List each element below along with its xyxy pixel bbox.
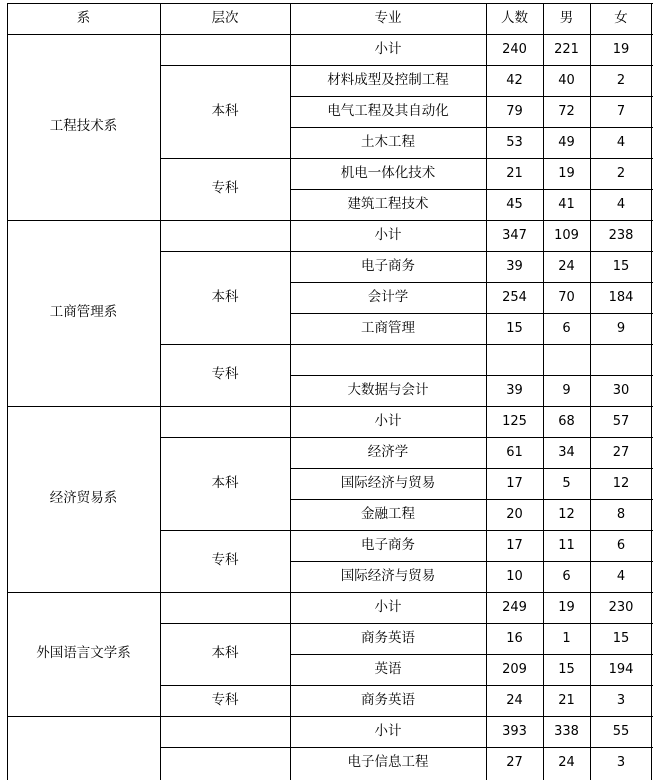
female-cell: 184 — [608, 290, 634, 305]
total-cell: 240 — [502, 42, 527, 57]
grid-line — [290, 406, 653, 407]
enrollment-table — [7, 3, 652, 771]
grid-line — [290, 654, 653, 655]
grid-line — [290, 313, 653, 314]
total-cell: 125 — [502, 414, 527, 429]
major-cell: 小计 — [374, 40, 402, 57]
total-cell: 27 — [506, 755, 523, 770]
total-cell: 254 — [502, 290, 527, 305]
male-cell: 1 — [562, 631, 571, 646]
grid-line — [290, 3, 291, 780]
major-cell: 金融工程 — [361, 505, 415, 522]
total-cell: 209 — [502, 662, 527, 677]
major-cell: 材料成型及控制工程 — [327, 71, 449, 88]
male-cell: 12 — [558, 507, 575, 522]
total-cell: 17 — [506, 538, 523, 553]
dept-cell: 工商管理系 — [49, 304, 118, 321]
female-cell: 27 — [612, 445, 630, 460]
level-cell: 专科 — [211, 180, 239, 197]
total-cell: 393 — [502, 724, 527, 739]
major-cell: 建筑工程技术 — [347, 195, 429, 212]
major-cell: 商务英语 — [361, 629, 415, 646]
total-cell: 39 — [506, 383, 523, 398]
level-cell: 专科 — [211, 366, 239, 383]
grid-line — [290, 747, 653, 748]
major-cell: 电气工程及其自动化 — [327, 102, 449, 119]
male-cell: 6 — [562, 321, 571, 336]
grid-line — [290, 189, 653, 190]
level-cell: 本科 — [211, 102, 239, 119]
male-cell: 221 — [554, 42, 579, 57]
grid-line — [543, 3, 544, 780]
total-cell: 20 — [506, 507, 523, 522]
female-cell: 8 — [616, 507, 626, 522]
female-cell — [590, 344, 652, 375]
grid-line — [290, 623, 653, 624]
major-cell: 工商管理 — [361, 319, 415, 336]
total-cell: 17 — [506, 476, 523, 491]
female-cell: 238 — [608, 228, 634, 243]
female-cell: 12 — [612, 476, 630, 491]
total-cell: 42 — [506, 73, 523, 88]
total-cell: 53 — [506, 135, 523, 150]
header-total: 人数 — [501, 9, 528, 26]
female-cell: 3 — [616, 693, 626, 708]
female-cell: 9 — [616, 321, 626, 336]
female-cell: 230 — [608, 600, 634, 615]
grid-line — [290, 251, 653, 252]
major-cell: 小计 — [374, 598, 402, 615]
grid-line — [160, 3, 161, 780]
level-cell — [160, 406, 290, 437]
female-cell: 7 — [616, 104, 626, 119]
total-cell — [486, 344, 543, 375]
male-cell: 40 — [558, 73, 575, 88]
major-cell: 国际经济与贸易 — [340, 567, 436, 584]
grid-line — [290, 158, 653, 159]
male-cell: 19 — [558, 600, 575, 615]
header-level: 层次 — [211, 9, 239, 26]
male-cell: 70 — [558, 290, 575, 305]
grid-line — [486, 3, 487, 780]
female-cell: 4 — [616, 197, 626, 212]
level-cell — [160, 716, 290, 747]
male-cell: 41 — [558, 197, 575, 212]
major-cell: 小计 — [374, 722, 402, 739]
level-cell: 本科 — [211, 474, 239, 491]
header-dept: 系 — [76, 9, 91, 26]
major-cell: 电子信息工程 — [347, 753, 429, 770]
male-cell: 19 — [558, 166, 575, 181]
grid-line — [290, 282, 653, 283]
female-cell: 2 — [616, 73, 626, 88]
grid-line — [7, 34, 653, 35]
male-cell: 109 — [554, 228, 579, 243]
total-cell: 15 — [506, 321, 523, 336]
grid-line — [7, 3, 8, 780]
male-cell: 68 — [558, 414, 575, 429]
male-cell: 338 — [554, 724, 579, 739]
grid-line — [7, 3, 653, 4]
female-cell: 194 — [608, 662, 634, 677]
female-cell: 57 — [612, 414, 630, 429]
grid-line — [290, 468, 653, 469]
total-cell: 45 — [506, 197, 523, 212]
major-cell: 英语 — [374, 660, 402, 677]
grid-line — [290, 344, 653, 345]
grid-line — [651, 3, 652, 780]
header-female: 女 — [614, 9, 628, 26]
major-cell: 国际经济与贸易 — [340, 474, 436, 491]
dept-cell: 经济贸易系 — [49, 490, 118, 507]
male-cell — [543, 344, 590, 375]
major-cell: 土木工程 — [361, 133, 415, 150]
female-cell: 15 — [612, 631, 630, 646]
male-cell: 72 — [558, 104, 575, 119]
male-cell: 49 — [558, 135, 575, 150]
male-cell: 11 — [558, 538, 575, 553]
male-cell: 34 — [558, 445, 575, 460]
header-male: 男 — [559, 9, 574, 26]
major-cell: 小计 — [374, 226, 402, 243]
total-cell: 79 — [506, 104, 523, 119]
dept-cell — [7, 716, 160, 778]
male-cell: 24 — [558, 755, 575, 770]
major-cell: 会计学 — [367, 288, 409, 305]
female-cell: 4 — [616, 135, 626, 150]
grid-line — [290, 375, 653, 376]
female-cell: 2 — [616, 166, 626, 181]
level-cell: 本科 — [211, 645, 239, 662]
major-cell: 机电一体化技术 — [340, 164, 436, 181]
total-cell: 347 — [502, 228, 527, 243]
male-cell: 15 — [558, 662, 575, 677]
female-cell: 30 — [612, 383, 630, 398]
female-cell: 3 — [616, 755, 626, 770]
total-cell: 24 — [506, 693, 523, 708]
male-cell: 6 — [562, 569, 571, 584]
major-cell: 商务英语 — [361, 691, 415, 708]
total-cell: 16 — [506, 631, 523, 646]
grid-line — [290, 437, 653, 438]
major-cell: 小计 — [374, 412, 402, 429]
level-cell — [160, 220, 290, 251]
grid-line — [290, 561, 653, 562]
level-cell: 专科 — [211, 552, 239, 569]
female-cell: 4 — [616, 569, 626, 584]
female-cell: 55 — [612, 724, 630, 739]
total-cell: 10 — [506, 569, 523, 584]
grid-line — [290, 127, 653, 128]
level-cell: 本科 — [211, 288, 239, 305]
grid-line — [290, 716, 653, 717]
major-cell: 电子商务 — [361, 257, 415, 274]
dept-cell: 外国语言文学系 — [36, 645, 131, 662]
major-cell: 电子商务 — [361, 536, 415, 553]
level-cell: 专科 — [211, 691, 239, 708]
grid-line — [290, 499, 653, 500]
female-cell: 19 — [612, 42, 630, 57]
major-cell: 经济学 — [367, 443, 409, 460]
male-cell: 9 — [562, 383, 571, 398]
male-cell: 21 — [558, 693, 575, 708]
male-cell: 5 — [562, 476, 571, 491]
total-cell: 61 — [506, 445, 523, 460]
grid-line — [290, 96, 653, 97]
total-cell: 21 — [506, 166, 523, 181]
grid-line — [290, 685, 653, 686]
grid-line — [290, 65, 653, 66]
total-cell: 39 — [506, 259, 523, 274]
level-cell — [160, 592, 290, 623]
major-cell: 大数据与会计 — [347, 381, 429, 398]
grid-line — [290, 220, 653, 221]
header-major: 专业 — [374, 9, 402, 26]
major-cell — [290, 344, 486, 375]
level-cell — [160, 747, 290, 778]
grid-line — [290, 530, 653, 531]
grid-line — [290, 592, 653, 593]
grid-line — [590, 3, 591, 780]
total-cell: 249 — [502, 600, 527, 615]
female-cell: 6 — [616, 538, 626, 553]
female-cell: 15 — [612, 259, 630, 274]
level-cell — [160, 34, 290, 65]
male-cell: 24 — [558, 259, 575, 274]
dept-cell: 工程技术系 — [49, 118, 118, 135]
